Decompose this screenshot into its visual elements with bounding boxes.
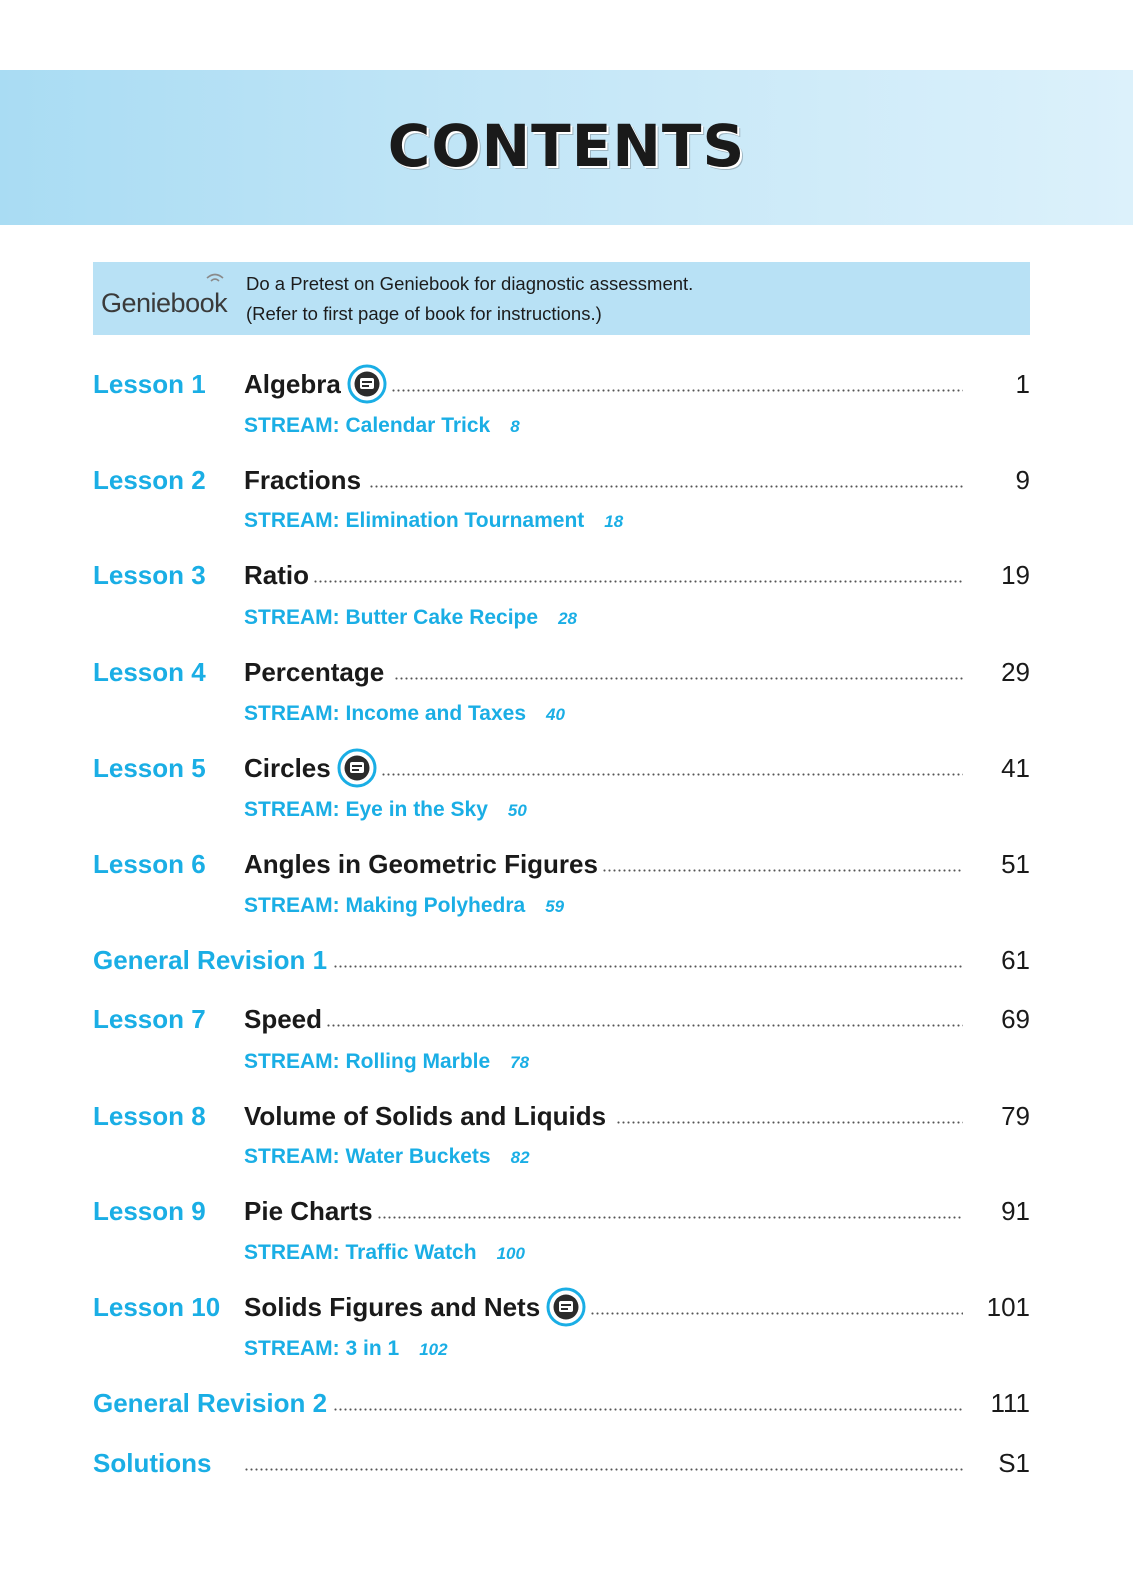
toc-entry-lesson-8[interactable] [0,1096,1133,1136]
leader-dots [616,1117,963,1127]
leader-dots [602,865,963,875]
lesson-label: Lesson 9 [93,1196,206,1226]
stream-entry-lesson-4[interactable] [244,699,565,729]
lesson-label: Lesson 6 [93,849,206,879]
stream-title: STREAM: Income and Taxes [244,702,527,725]
stream-page-number: 100 [496,1244,525,1263]
leader-dots [391,385,963,395]
lesson-label: Lesson 10 [93,1292,221,1322]
leader-dots [313,576,963,586]
leader-dots [326,1020,963,1030]
stream-page-number: 8 [510,417,520,436]
revision-title: General Revision 2 [93,1388,328,1418]
page-number: S1 [998,1448,1030,1478]
page-title: CONTENTS [387,112,746,180]
stream-title: STREAM: Eye in the Sky [244,798,488,821]
toc-entry-lesson-7[interactable] [0,999,1133,1039]
lesson-topic: Percentage [244,657,385,687]
toc-entry-lesson-5[interactable] [0,748,1133,788]
stream-entry-lesson-7[interactable] [244,1047,529,1077]
stream-entry-lesson-5[interactable] [244,795,527,825]
geniebook-line-2: (Refer to first page of book for instructions.) [246,303,602,324]
toc-entry-lesson-2[interactable] [0,460,1133,500]
stream-page-number: 102 [419,1340,448,1359]
geniebook-line-1: Do a Pretest on Geniebook for diagnostic assessment. [246,273,694,294]
e-learning-badge-icon [546,1287,586,1327]
page-number: 91 [1001,1196,1030,1226]
stream-page-number: 50 [507,801,527,820]
stream-page-number: 59 [545,897,565,916]
toc-entry-lesson-3[interactable] [0,555,1133,595]
lesson-topic: Volume of Solids and Liquids [244,1101,607,1131]
stream-entry-lesson-8[interactable] [244,1142,530,1172]
stream-page-number: 28 [558,609,577,628]
lesson-label: Lesson 4 [93,657,206,687]
lesson-label: Lesson 3 [93,560,206,590]
page-number: 51 [1001,849,1030,879]
toc-entry-lesson-6[interactable] [0,844,1133,884]
leader-dots [381,769,963,779]
page-number: 69 [1001,1004,1030,1034]
lesson-label: Lesson 7 [93,1004,206,1034]
lesson-topic: Circles [244,753,331,783]
stream-title: STREAM: Butter Cake Recipe [244,606,539,629]
e-learning-badge-icon [347,364,387,404]
wifi-icon [205,272,225,286]
revision-title: General Revision 1 [93,945,328,975]
e-learning-badge-icon [337,748,377,788]
stream-page-number: 82 [510,1148,530,1167]
leader-dots [394,673,963,683]
toc-entry-lesson-1[interactable] [0,364,1133,404]
stream-title: STREAM: Traffic Watch [244,1241,477,1264]
stream-entry-lesson-6[interactable] [244,891,564,921]
page-number: 9 [1015,465,1030,495]
stream-page-number: 78 [510,1053,530,1072]
page-number: 61 [1001,945,1030,975]
toc-entry-lesson-10[interactable] [0,1287,1133,1327]
lesson-topic: Algebra [244,369,341,399]
leader-dots [590,1308,963,1318]
lesson-topic: Fractions [244,465,362,495]
stream-title: STREAM: 3 in 1 [244,1337,400,1360]
lesson-label: Lesson 5 [93,753,206,783]
geniebook-logo: Geniebook [101,288,228,318]
page-number: 29 [1001,657,1030,687]
lesson-topic: Angles in Geometric Figures [244,849,598,879]
leader-dots [369,481,963,491]
stream-title: STREAM: Rolling Marble [244,1050,491,1073]
lesson-topic: Ratio [244,560,309,590]
page-number: 79 [1001,1101,1030,1131]
toc-entry-lesson-9[interactable] [0,1191,1133,1231]
leader-dots [333,961,963,971]
stream-page-number: 18 [604,512,624,531]
geniebook-callout [93,262,1030,335]
stream-title: STREAM: Making Polyhedra [244,894,526,917]
stream-page-number: 40 [546,705,565,724]
stream-entry-lesson-2[interactable] [244,506,623,536]
stream-entry-lesson-3[interactable] [244,603,577,633]
leader-dots [377,1212,963,1222]
solutions-label: Solutions [93,1448,212,1478]
lesson-topic: Pie Charts [244,1196,373,1226]
page-number: 1 [1015,369,1030,399]
page-number: 19 [1001,560,1030,590]
toc-entry-solutions[interactable] [0,1443,1133,1483]
lesson-label: Lesson 8 [93,1101,206,1131]
stream-title: STREAM: Calendar Trick [244,414,491,437]
toc-entry-lesson-4[interactable] [0,652,1133,692]
stream-entry-lesson-10[interactable] [244,1334,448,1364]
leader-dots [333,1404,963,1414]
lesson-topic: Solids Figures and Nets [244,1292,541,1322]
stream-entry-lesson-9[interactable] [244,1238,525,1268]
page-number: 101 [986,1292,1030,1322]
toc-entry-general-revision-2[interactable] [0,1383,1133,1423]
page-number: 41 [1001,753,1030,783]
lesson-label: Lesson 1 [93,369,206,399]
lesson-topic: Speed [244,1004,323,1034]
stream-title: STREAM: Elimination Tournament [244,509,585,532]
page-number: 111 [990,1388,1030,1418]
toc-entry-general-revision-1[interactable] [0,940,1133,980]
stream-entry-lesson-1[interactable] [244,411,520,441]
lesson-label: Lesson 2 [93,465,206,495]
stream-title: STREAM: Water Buckets [244,1145,491,1168]
leader-dots [244,1464,963,1474]
